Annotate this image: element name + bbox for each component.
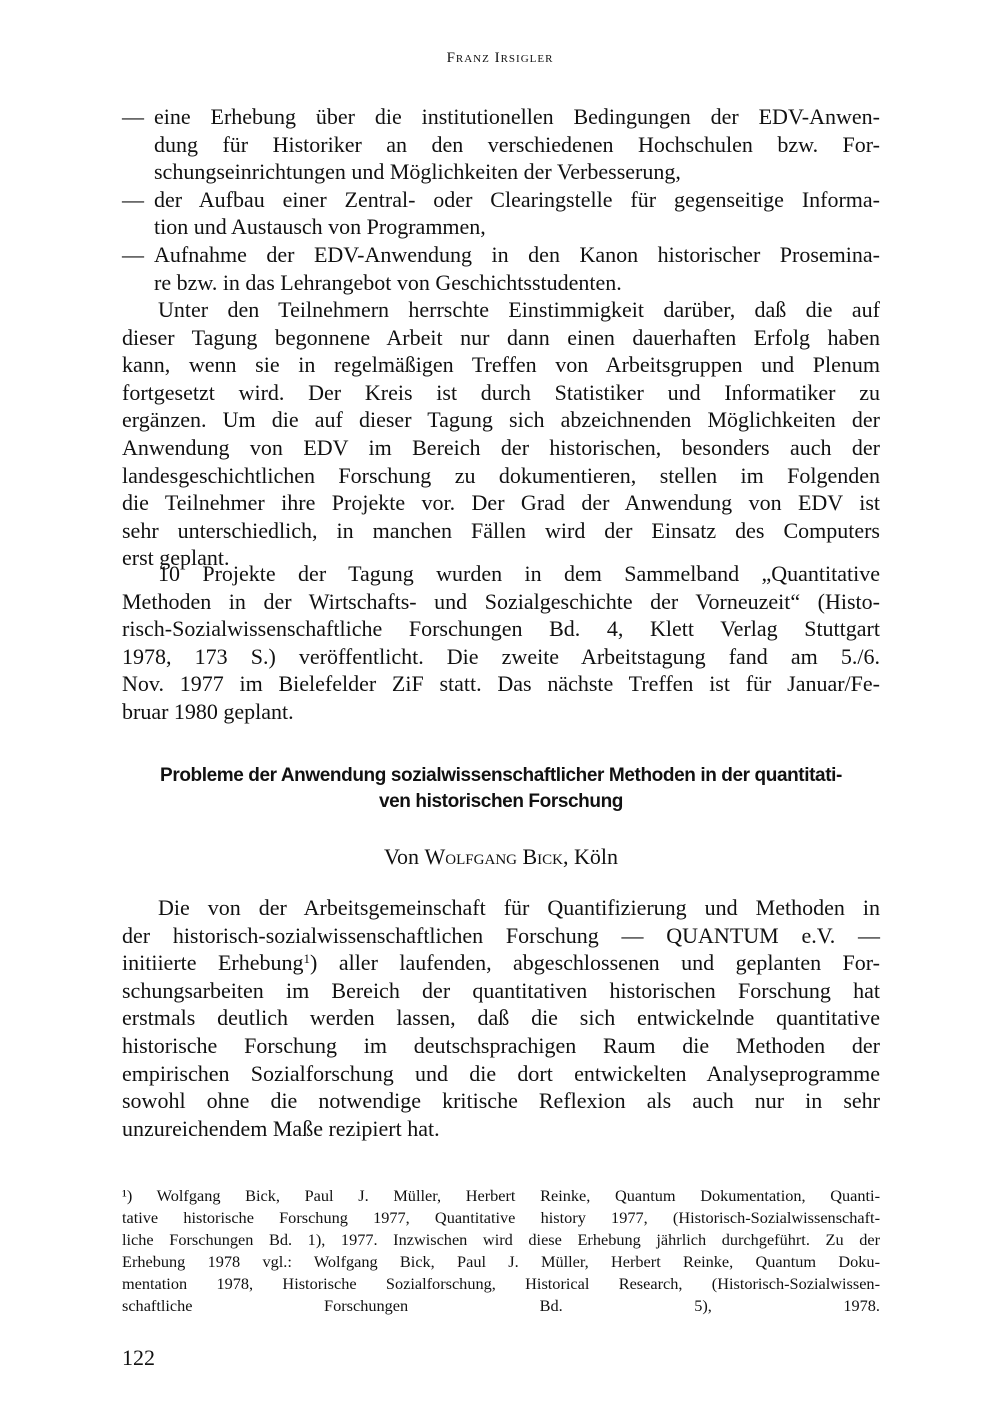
list-item [122,241,880,296]
text-line-with-footnote [122,949,880,977]
text-line: schungseinrichtungen und Möglichkeiten der Verbesserung, [154,159,681,185]
list-item [122,186,880,241]
text-line: Nov. 1977 im Bielefelder ZiF statt. Das nächste Treffen ist für Januar/Fe- [122,671,880,697]
text-line: eine Erhebung über die institutionellen Bedingungen der EDV-Anwen- [154,104,880,129]
footnote-line: schaftliche Forschungen Bd. 5), 1978. [122,1296,880,1315]
paragraph-publication [122,560,880,726]
text-line: sehr unterschiedlich, in manchen Fällen wird der Einsatz des Computers [122,517,880,543]
text-line: Aufnahme der EDV-Anwendung in den Kanon historischer Proseminа- [154,241,880,267]
author-prefix: Von [383,844,425,869]
section-title [122,763,880,815]
section-title-line: ven historischen Forschung [378,791,624,812]
text-line: Anwendung von EDV im Bereich der historischen, besonders auch der [122,434,880,460]
text-line: ergänzen. Um die auf dieser Tagung sich abzeichnenden Möglichkeiten der [122,407,880,433]
section-title-line: Probleme der Anwendung sozialwissenschaftlicher Methoden in der quantitati- [160,765,842,786]
text-line: erst geplant. [122,545,230,571]
author-line [122,844,880,870]
paragraph-conclusion [122,296,880,572]
text-line: Die von der Arbeitsgemeinschaft für Quantifizierung und Methoden in [158,895,880,920]
author-location: , Köln [563,844,618,869]
text-line: sowohl ohne die notwendige kritische Reflexion als auch nur in sehr [122,1088,880,1114]
list-dash: — [122,241,144,267]
text-line: 1978, 173 S.) veröffentlicht. Die zweite Arbeitstagung fand am 5./6. [122,643,880,669]
text-line: re bzw. in das Lehrangebot von Geschichtsstudenten. [154,269,622,295]
text-line: Methoden in der Wirtschafts- und Sozialgeschichte der Vorneuzeit“ (Histo- [122,588,880,614]
footnote-line: tative historische Forschung 1977, Quantitative history 1977, (Historisch-Sozialwissenschaft- [122,1208,880,1227]
text-line: 10 Projekte der Tagung wurden in dem Sammelband „Quantitative [158,561,880,586]
text-line: risch-Sozialwissenschaftliche Forschungen Bd. 4, Klett Verlag Stuttgart [122,616,880,642]
text-line: fortgesetzt wird. Der Kreis ist durch Statistiker und Informatiker zu [122,379,880,405]
author-name: Wolfgang Bick [424,844,563,869]
text-line: der historisch-sozialwissenschaftlichen Forschung — QUANTUM e.V. — [122,922,880,948]
footnote-line: Erhebung 1978 vgl.: Wolfgang Bick, Paul J. Müller, Herbert Reinke, Quantum Doku- [122,1252,880,1271]
list-item [122,103,880,186]
text-line: der Aufbau einer Zentral- oder Clearingstelle für gegenseitige Informa- [154,186,880,212]
list-dash: — [122,186,144,212]
footnote [122,1185,880,1317]
text-line: tion und Austausch von Programmen, [154,214,486,240]
list-dash: — [122,104,144,129]
page-number: 122 [122,1345,155,1370]
requirements-list [122,103,880,296]
text-line: landesgeschichtlichen Forschung zu dokumentieren, stellen im Folgenden [122,462,880,488]
text-fragment: ) aller laufenden, abgeschlossenen und geplanten For- [310,950,881,976]
paragraph-survey [122,894,880,1142]
text-line: dieser Tagung begonnene Arbeit nur dann einen dauerhaften Erfolg haben [122,324,880,350]
text-line: die Teilnehmer ihre Projekte vor. Der Grad der Anwendung von EDV ist [122,490,880,516]
text-line: schungsarbeiten im Bereich der quantitativen historischen Forschung hat [122,977,880,1003]
text-line: erstmals deutlich werden lassen, daß die sich entwickelnde quantitative [122,1005,880,1031]
footnote-line: mentation 1978, Historische Sozialforschung, Historical Research, (Historisch-Sozialwissen- [122,1274,880,1293]
text-line: kann, wenn sie in regelmäßigen Treffen von Arbeitsgruppen und Plenum [122,352,880,378]
text-fragment: initiierte Erhebung [122,950,304,976]
text-line: bruar 1980 geplant. [122,698,294,724]
footnote-line: liche Forschungen Bd. 1), 1977. Inzwischen wird diese Erhebung jährlich durchgeführt. Zu der [122,1230,880,1249]
footnote-marker: 1 [303,951,311,967]
footnote-line: ¹) Wolfgang Bick, Paul J. Müller, Herbert Reinke, Quantum Dokumentation, Quanti- [122,1186,880,1205]
text-line: unzureichendem Maße rezipiert hat. [122,1115,440,1141]
running-head: Franz Irsigler [446,50,554,66]
text-line: historische Forschung im deutschsprachigen Raum die Methoden der [122,1032,880,1058]
text-line: dung für Historiker an den verschiedenen Hochschulen bzw. For- [154,131,880,157]
text-line: empirischen Sozialforschung und die dort entwickelten Analyseprogramme [122,1060,880,1086]
text-line: Unter den Teilnehmern herrschte Einstimmigkeit darüber, daß die auf [158,297,880,322]
